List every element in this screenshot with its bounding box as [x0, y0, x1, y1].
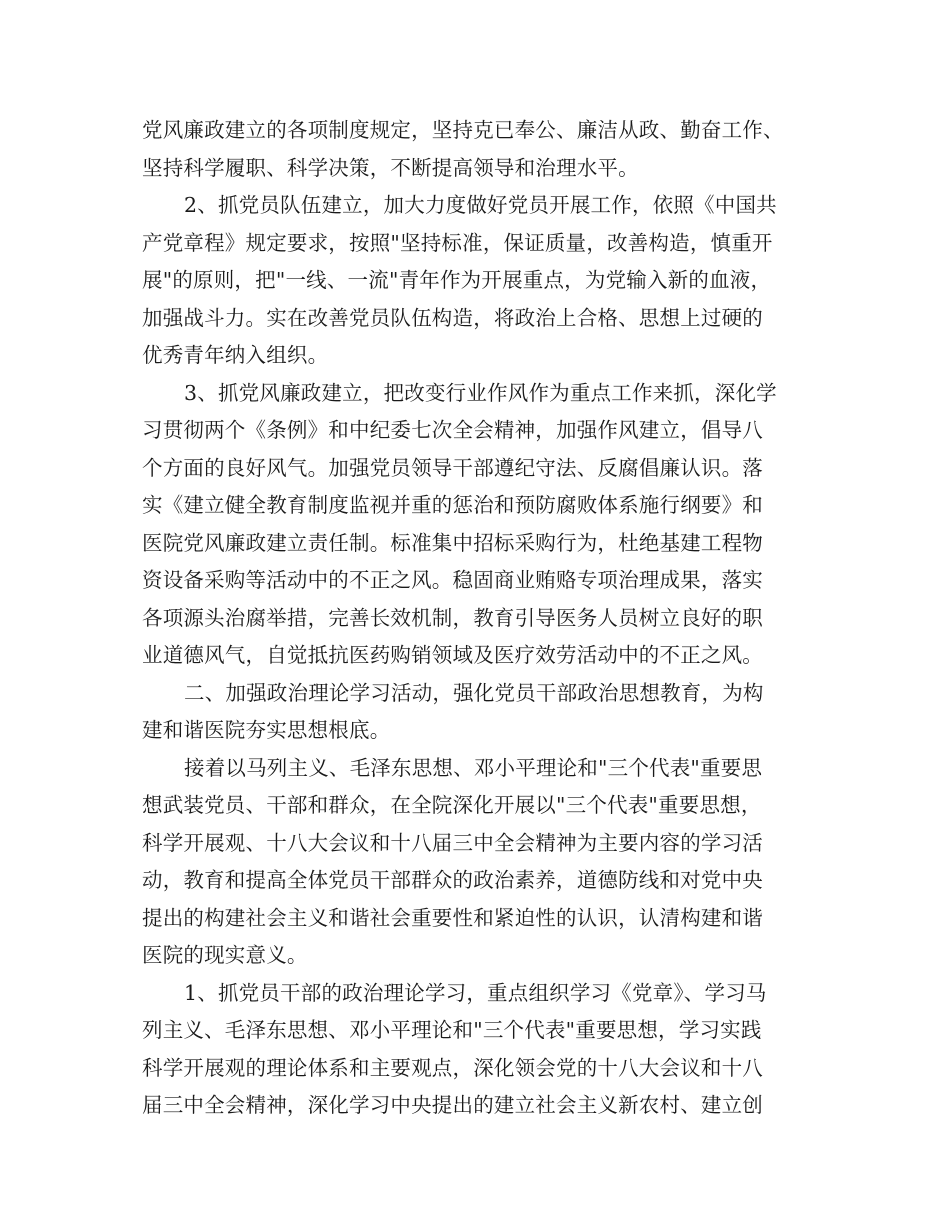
text-line: 医院党风廉政建立责任制。标准集中招标采购行为，杜绝基建工程物 [142, 530, 763, 555]
text-line: 坚持科学履职、科学决策，不断提高领导和治理水平。 [142, 155, 639, 180]
text-line: 产党章程》规定要求，按照"坚持标准，保证质量，改善构造，慎重开 [142, 230, 773, 255]
document-body [142, 112, 822, 1125]
text-line: 资设备采购等活动中的不正之风。稳固商业贿赂专项治理成果，落实 [142, 568, 763, 592]
paragraph-4 [142, 675, 822, 750]
text-line: 个方面的良好风气。加强党员领导干部遵纪守法、反腐倡廉认识。落 [142, 455, 763, 480]
text-line: 实《建立健全教育制度监视并重的惩治和预防腐败体系施行纲要》和 [142, 493, 763, 517]
paragraph-6 [142, 975, 822, 1125]
text-line: 医院的现实意义。 [142, 943, 308, 967]
text-line: 党风廉政建立的各项制度规定，坚持克已奉公、廉洁从政、勤奋工作、 [142, 118, 784, 142]
paragraph-1 [142, 112, 822, 187]
text-line: 3、抓党风廉政建立，把改变行业作风作为重点工作来抓，深化学 [184, 380, 777, 405]
text-line: 科学开展观、十八大会议和十八届三中全会精神为主要内容的学习活 [142, 830, 763, 855]
text-line: 接着以马列主义、毛泽东思想、邓小平理论和"三个代表"重要思 [184, 755, 763, 780]
paragraph-2 [142, 187, 822, 375]
text-line: 列主义、毛泽东思想、邓小平理论和"三个代表"重要思想，学习实践 [142, 1018, 762, 1042]
text-line: 动，教育和提高全体党员干部群众的政治素养，道德防线和对党中央 [142, 868, 763, 892]
text-line: 各项源头治腐举措，完善长效机制，教育引导医务人员树立良好的职 [142, 605, 763, 630]
text-line: 届三中全会精神，深化学习中央提出的建立社会主义新农村、建立创 [142, 1093, 763, 1117]
text-line: 1、抓党员干部的政治理论学习，重点组织学习《党章》、学习马 [184, 980, 767, 1005]
text-line: 提出的构建社会主义和谐社会重要性和紧迫性的认识，认清构建和谐 [142, 905, 763, 930]
paragraph-3 [142, 375, 822, 675]
text-line: 2、抓党员队伍建立，加大力度做好党员开展工作，依照《中国共 [184, 193, 777, 217]
text-line: 建和谐医院夯实思想根底。 [142, 718, 391, 742]
text-line: 加强战斗力。实在改善党员队伍构造，将政治上合格、思想上过硬的 [142, 305, 763, 330]
text-line: 展"的原则，把"一线、一流"青年作为开展重点，为党输入新的血液， [142, 268, 772, 292]
paragraph-5 [142, 750, 822, 975]
text-line: 业道德风气，自觉抵抗医药购销领域及医疗效劳活动中的不正之风。 [142, 643, 763, 667]
text-line: 科学开展观的理论体系和主要观点，深化领会党的十八大会议和十八 [142, 1055, 763, 1080]
text-line: 习贯彻两个《条例》和中纪委七次全会精神，加强作风建立，倡导八 [142, 418, 763, 442]
text-line: 优秀青年纳入组织。 [142, 343, 329, 367]
text-line: 二、加强政治理论学习活动，强化党员干部政治思想教育，为构 [184, 680, 764, 705]
text-line: 想武装党员、干部和群众，在全院深化开展以"三个代表"重要思想， [142, 793, 762, 817]
